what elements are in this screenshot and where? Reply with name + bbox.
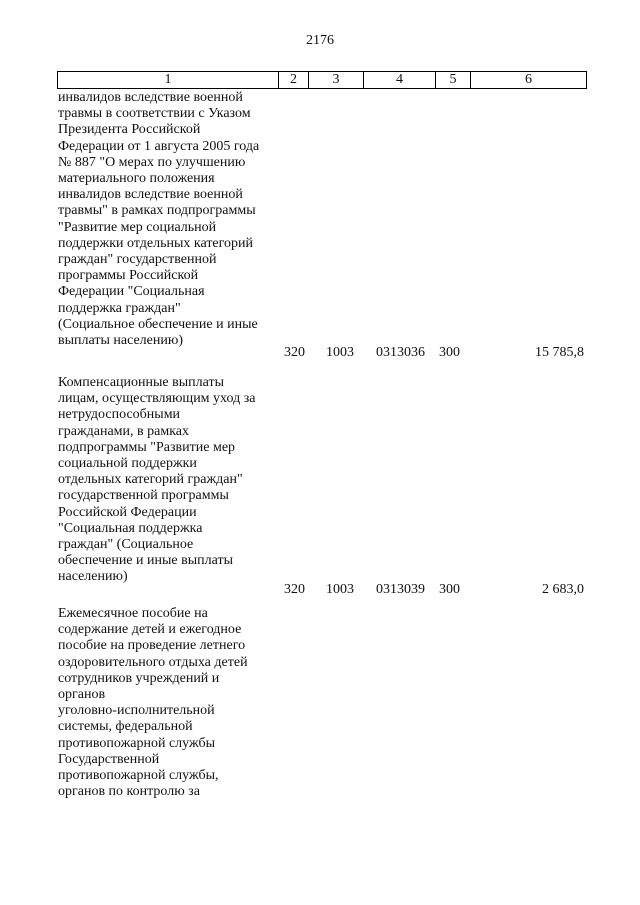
desc-line: граждан" государственной xyxy=(58,252,217,268)
header-col-2: 2 xyxy=(278,72,308,88)
desc-line: обеспечение и иные выплаты xyxy=(58,553,233,569)
desc-line: (Социальное обеспечение и иные xyxy=(58,316,258,332)
desc-line: Федерации "Социальная xyxy=(58,284,205,300)
desc-line: № 887 "О мерах по улучшению xyxy=(58,154,246,170)
header-col-5: 5 xyxy=(435,72,470,88)
desc-line: "Развитие мер социальной xyxy=(58,219,217,235)
desc-line: органов по контролю за xyxy=(58,784,200,800)
desc-line: подпрограммы "Развитие мер xyxy=(58,439,236,455)
desc-line: Государственной xyxy=(58,751,160,767)
desc-line: противопожарной службы xyxy=(58,735,215,751)
desc-line: граждан" (Социальное xyxy=(58,537,194,553)
cell-amount: 15 785,8 xyxy=(535,345,584,360)
page-number: 2176 xyxy=(306,33,334,48)
desc-line: Ежемесячное пособие на xyxy=(58,606,208,621)
header-col-4: 4 xyxy=(363,72,435,88)
cell-section-code: 1003 xyxy=(326,345,354,360)
cell-target-code: 0313036 xyxy=(376,345,425,360)
cell-target-code: 0313039 xyxy=(376,582,425,597)
desc-line: органов xyxy=(58,687,106,703)
desc-line: травмы" в рамках подпрограммы xyxy=(58,203,256,219)
header-col-1: 1 xyxy=(164,72,172,87)
desc-line: материального положения xyxy=(58,171,215,187)
cell-section-code: 1003 xyxy=(326,582,354,597)
desc-line: лицам, осуществляющим уход за xyxy=(58,391,256,407)
desc-line: оздоровительного отдыха детей xyxy=(58,654,248,670)
header-col-3: 3 xyxy=(308,72,363,88)
desc-line: противопожарной службы, xyxy=(58,768,219,784)
desc-line: системы, федеральной xyxy=(58,719,193,735)
desc-line: содержание детей и ежегодное xyxy=(58,622,242,638)
desc-line: "Социальная поддержка xyxy=(58,520,203,536)
desc-line: Президента Российской xyxy=(58,122,201,138)
desc-line: сотрудников учреждений и xyxy=(58,670,220,686)
cell-ministry-code: 320 xyxy=(284,582,305,597)
cell-ministry-code: 320 xyxy=(284,345,305,360)
cell-expense-type: 300 xyxy=(439,582,460,597)
cell-amount: 2 683,0 xyxy=(542,582,584,597)
desc-line: отдельных категорий граждан" xyxy=(58,472,243,488)
row-description xyxy=(58,606,275,800)
desc-line: гражданами, в рамках xyxy=(58,423,190,439)
desc-line: нетрудоспособными xyxy=(58,407,181,423)
desc-line: поддержки отдельных категорий xyxy=(58,235,254,251)
table-header xyxy=(57,71,587,89)
desc-line: травмы в соответствии с Указом xyxy=(58,106,251,122)
desc-line: программы Российской xyxy=(58,268,199,284)
desc-line: Компенсационные выплаты xyxy=(58,375,224,390)
desc-line: уголовно-исполнительной xyxy=(58,703,215,719)
desc-line: Российской Федерации xyxy=(58,504,197,520)
desc-line: социальной поддержки xyxy=(58,456,197,472)
row-description xyxy=(58,375,275,586)
desc-line: инвалидов вследствие военной xyxy=(58,90,243,105)
desc-line: выплаты населению) xyxy=(58,333,183,349)
desc-line: государственной программы xyxy=(58,488,229,504)
desc-line: населению) xyxy=(58,569,128,585)
desc-line: Федерации от 1 августа 2005 года xyxy=(58,138,260,154)
header-col-6: 6 xyxy=(470,72,586,88)
cell-expense-type: 300 xyxy=(439,345,460,360)
desc-line: поддержка граждан" xyxy=(58,300,181,316)
desc-line: инвалидов вследствие военной xyxy=(58,187,243,203)
row-description xyxy=(58,90,275,349)
desc-line: пособие на проведение летнего xyxy=(58,638,246,654)
